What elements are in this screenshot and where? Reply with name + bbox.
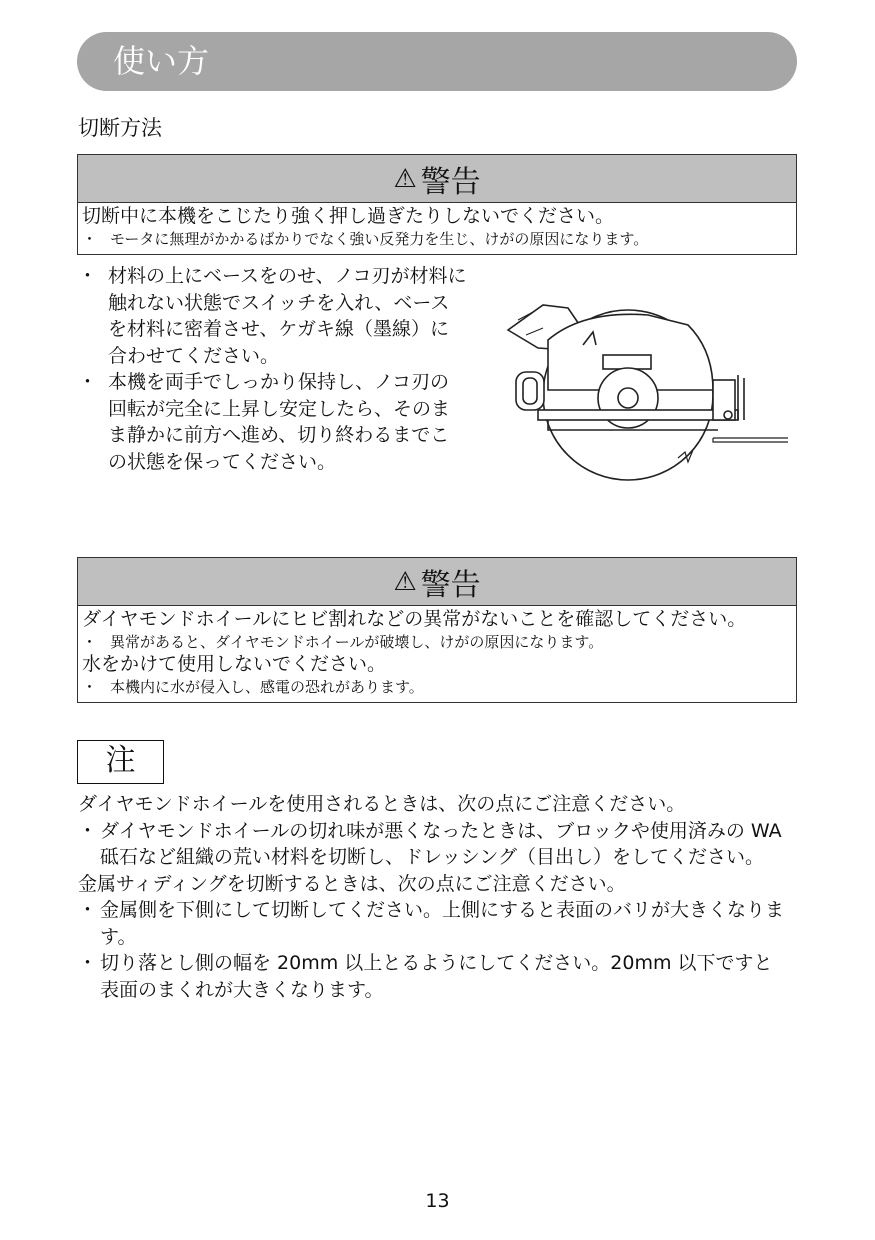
warning-sub-text: ・ 異常があると、ダイヤモンドホイールが破壊し、けがの原因になります。 <box>82 633 604 651</box>
page-number: 13 <box>425 1190 450 1212</box>
note-intro: ダイヤモンドホイールを使用されるときは、次の点にご注意ください。 <box>78 793 686 815</box>
warning-main-text: 切断中に本機をこじたり強く押し過ぎたりしないでください。 <box>82 205 615 227</box>
section-title: 切断方法 <box>78 116 162 140</box>
circular-saw-illustration <box>488 290 788 485</box>
list-item: ・ 材料の上にベースをのせ、ノコ刃が材料に触れない状態でスイッチを入れ、ベースを材料に密着させ、ケガキ線（墨線）に合わせてください。 <box>78 265 467 367</box>
list-item: ・ ダイヤモンドホイールの切れ味が悪くなったときは、ブロックや使用済みの WA 砥石など組織の荒い材料を切断し、ドレッシング（目出し）をしてください。 <box>78 819 782 868</box>
warning-box-1 <box>77 154 797 255</box>
warning-sub-text: ・ 本機内に水が侵入し、感電の恐れがあります。 <box>82 678 424 696</box>
warning-triangle-icon: ⚠ <box>393 566 417 597</box>
warning-sub-text: ・ モータに無理がかかるばかりでなく強い反発力を生じ、けがの原因になります。 <box>82 230 649 248</box>
note-intro: 金属サィディングを切断するときは、次の点にご注意ください。 <box>78 872 626 895</box>
warning-main-text: 水をかけて使用しないでください。 <box>82 653 387 675</box>
list-item: ・ 本機を両手でしっかり保持し、ノコ刃の回転が完全に上昇し安定したら、そのまま静かに前方へ進め、切り終わるまでこの状態を保ってください。 <box>78 371 451 473</box>
steps-list <box>78 263 468 475</box>
warning-box-2 <box>77 557 797 703</box>
page-title: 使い方 <box>113 42 210 80</box>
warning-triangle-icon: ⚠ <box>393 163 417 194</box>
warning-heading-text: 警告 <box>420 567 481 603</box>
warning-heading-2 <box>78 558 796 606</box>
note-label: 注 <box>105 743 136 778</box>
note-text <box>78 791 790 1003</box>
warning-heading-1 <box>78 155 796 203</box>
header-bar <box>77 32 797 91</box>
list-item: ・ 切り落とし側の幅を 20mm 以上とるようにしてください。20mm 以下ですと表面のまくれが大きくなります。 <box>78 952 773 1001</box>
warning-main-text: ダイヤモンドホイールにヒビ割れなどの異常がないことを確認してください。 <box>82 608 747 630</box>
warning-heading-text: 警告 <box>420 164 481 200</box>
note-label-box <box>77 740 164 784</box>
list-item: ・ 金属側を下側にして切断してください。上側にすると表面のバリが大きくなります。 <box>78 899 785 948</box>
